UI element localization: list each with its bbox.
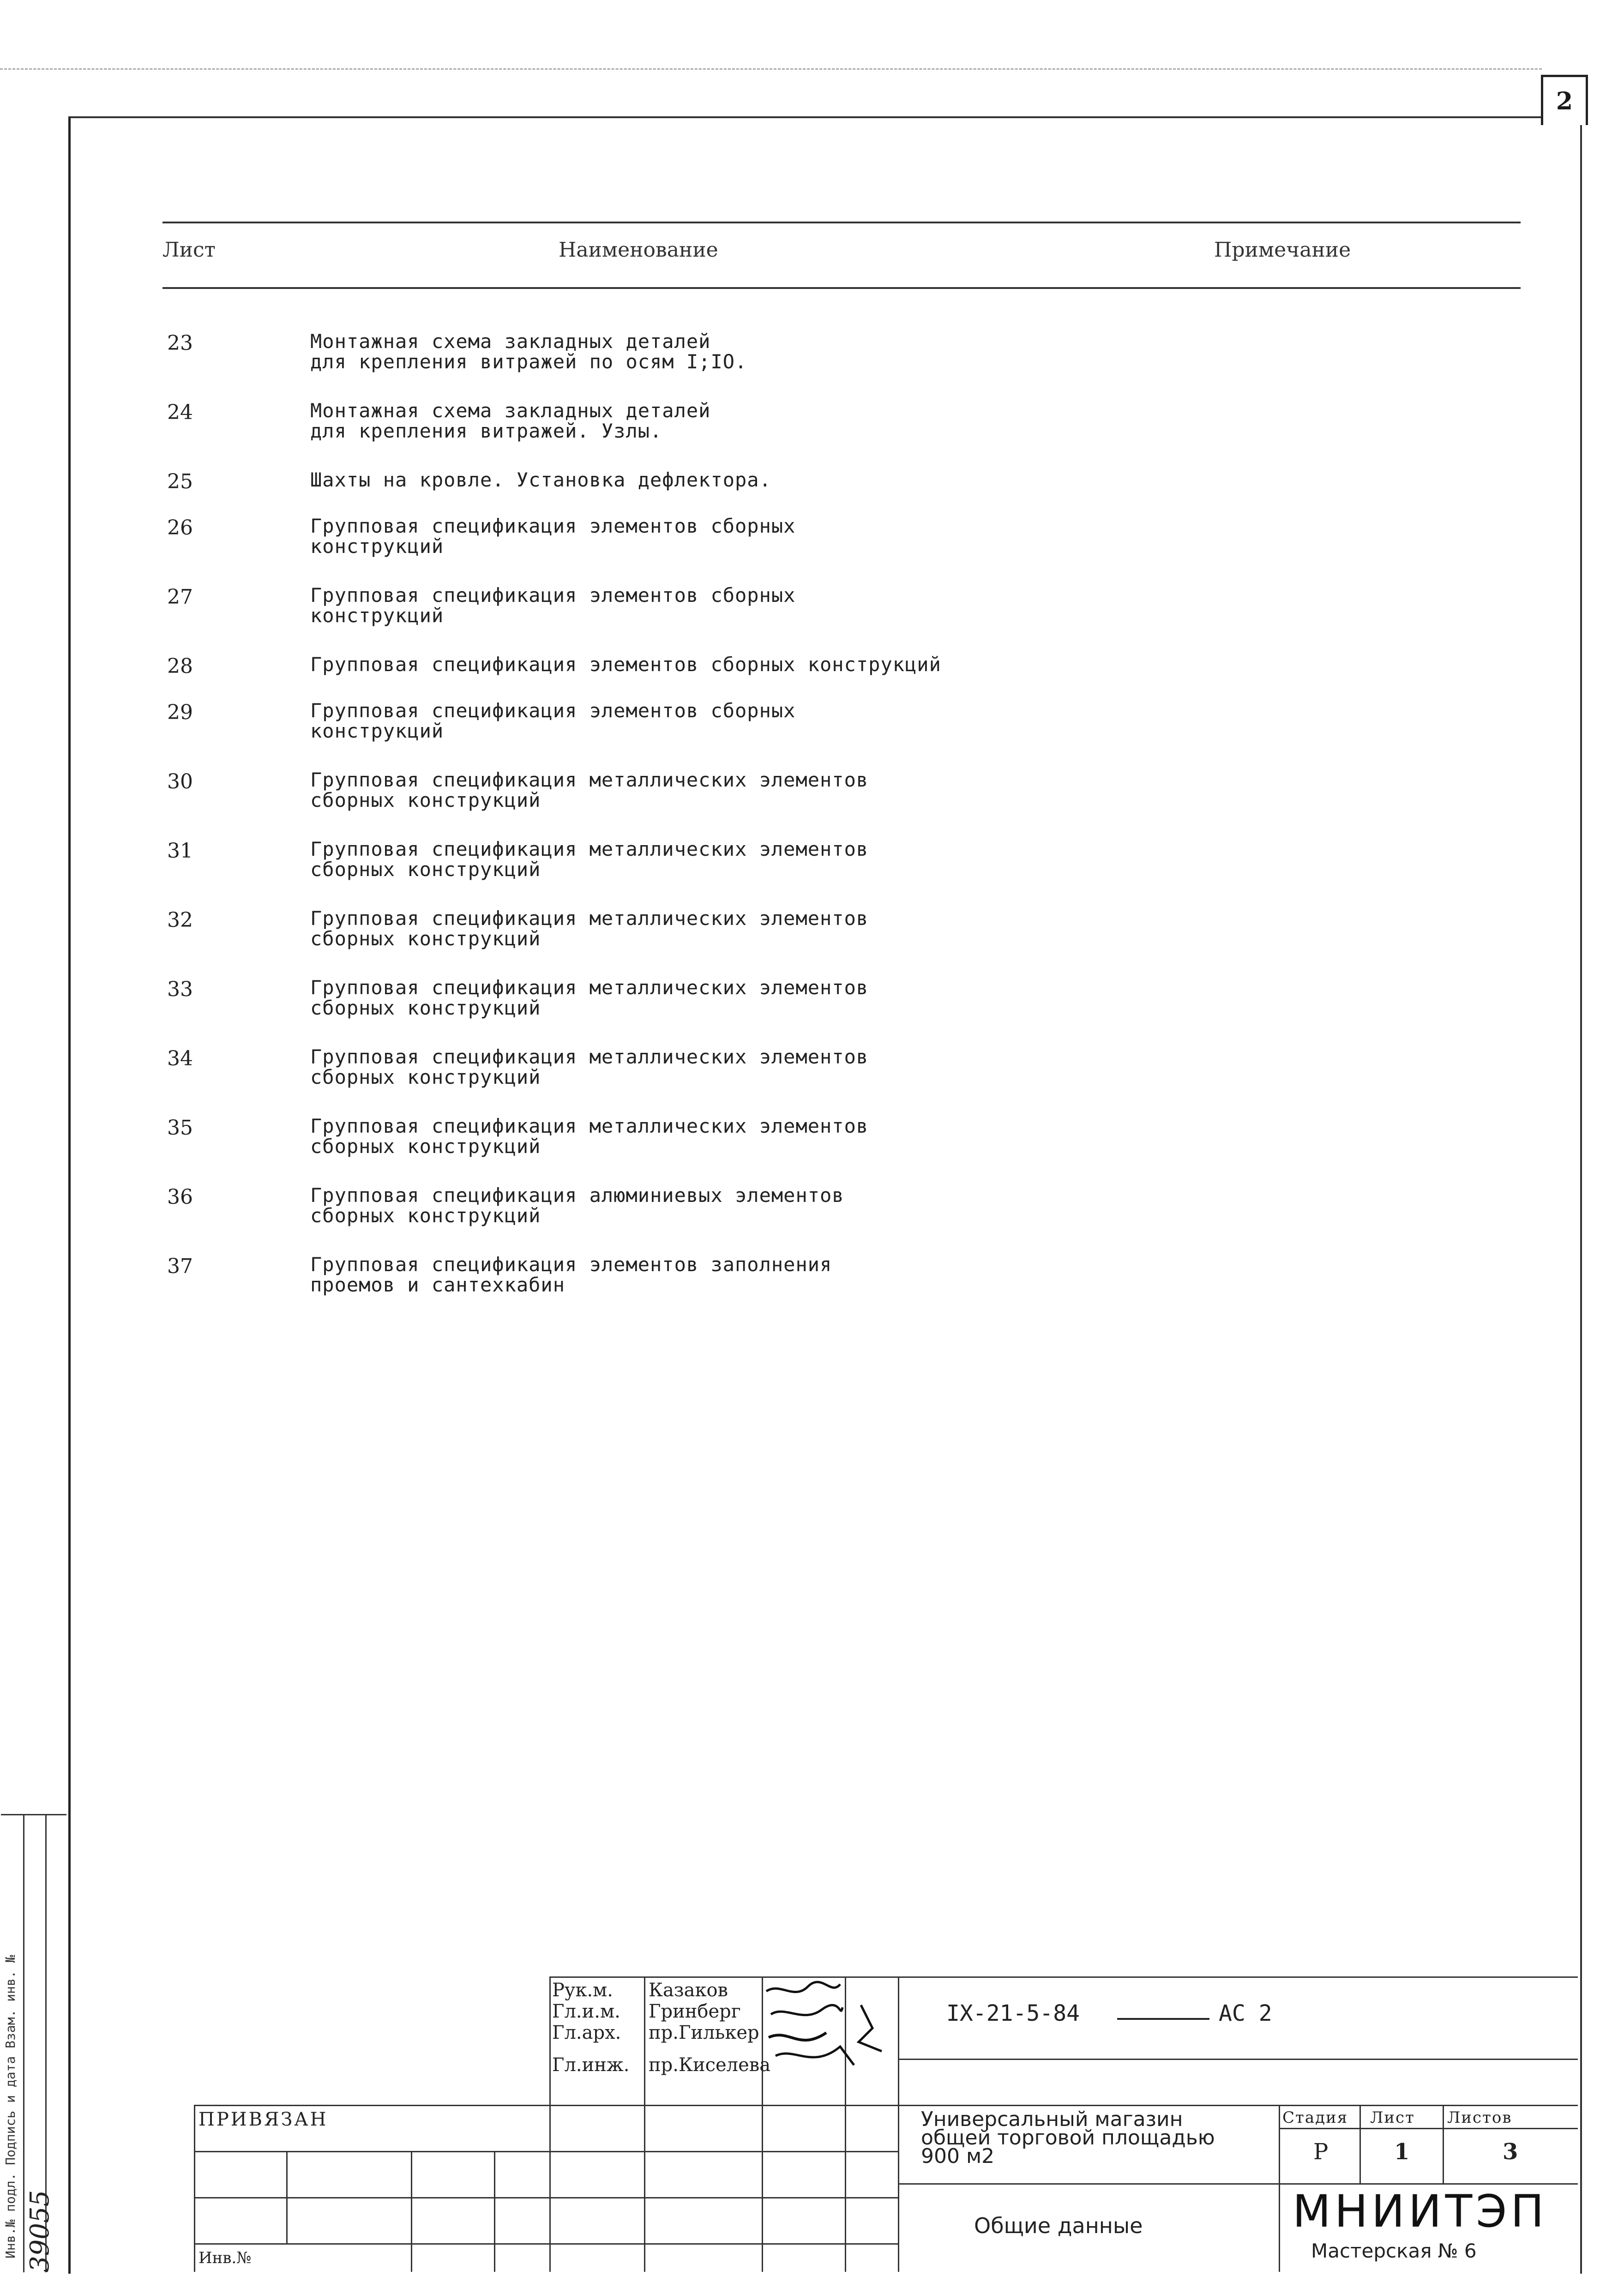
- sheets-value: 3: [1503, 2139, 1518, 2165]
- sheet-description: Монтажная схема закладных деталей для крепления витражей. Узлы.: [310, 399, 711, 442]
- signatory-role: Гл.арх.: [552, 2022, 621, 2043]
- sheet-number: 24: [167, 401, 193, 424]
- sheets-label: Листов: [1447, 2108, 1512, 2127]
- header-note: Примечание: [1214, 238, 1351, 262]
- project-title: Универсальный магазин общей торговой площадью 900 м2: [921, 2108, 1215, 2168]
- page-number: 2: [1541, 75, 1588, 125]
- sheet-description: Групповая спецификация алюминиевых элементов сборных конструкций: [310, 1184, 844, 1227]
- sheet-description: Групповая спецификация металлических элементов сборных конструкций: [310, 769, 869, 811]
- stage-label: Стадия: [1282, 2108, 1348, 2127]
- sheet-number: 36: [167, 1185, 193, 1209]
- sheet-number: 27: [167, 585, 193, 609]
- sheet-description: Монтажная схема закладных деталей для крепления витражей по осям I;IO.: [310, 330, 747, 373]
- organization-name: МНИИТЭП: [1293, 2186, 1548, 2237]
- top-trim-line: [0, 68, 1542, 70]
- sheet-number: 29: [167, 701, 193, 724]
- signatory-name: пр.Киселева: [649, 2054, 771, 2076]
- side-stamp: [1, 1814, 66, 2277]
- side-stamp-label: Инв.№ подл. Подпись и дата Взам. инв. №: [3, 1955, 18, 2258]
- inv-no-label: Инв.№: [198, 2249, 252, 2267]
- sheet-description: Групповая спецификация металлических элементов сборных конструкций: [310, 1115, 869, 1158]
- header-name: Наименование: [559, 238, 718, 262]
- sheet-description: Групповая спецификация металлических элементов сборных конструкций: [310, 838, 869, 881]
- signatory-name: пр.Гилькер: [649, 2022, 759, 2043]
- privyazan-label: ПРИВЯЗАН: [198, 2109, 328, 2130]
- workshop-label: Мастерская № 6: [1311, 2240, 1477, 2262]
- signatory-name: Гринберг: [649, 2001, 741, 2022]
- signature-marks: [762, 1977, 900, 2102]
- sheet-description: Групповая спецификация металлических элементов сборных конструкций: [310, 976, 869, 1019]
- sheet-value: 1: [1394, 2139, 1410, 2165]
- sheet-number: 33: [167, 978, 193, 1001]
- sheet-description: Групповая спецификация элементов сборных конструкций: [310, 515, 796, 558]
- header-top-rule: [162, 222, 1521, 223]
- sheet-number: 31: [167, 839, 193, 863]
- header-bottom-rule: [162, 287, 1521, 289]
- sheet-description: Групповая спецификация элементов заполнения проемов и сантехкабин: [310, 1253, 832, 1296]
- sheet-description: Групповая спецификация элементов сборных конструкций: [310, 653, 941, 676]
- header-sheet: Лист: [162, 238, 216, 262]
- sheet-number: 25: [167, 470, 193, 493]
- signatory-role: Гл.инж.: [552, 2054, 630, 2076]
- signatory-role: Рук.м.: [552, 1980, 613, 2001]
- code-dash: [1117, 2018, 1209, 2020]
- sheet-label: Лист: [1370, 2108, 1415, 2127]
- sheet-title: Общие данные: [974, 2213, 1143, 2238]
- sheet-number: 35: [167, 1116, 193, 1140]
- sheet-number: 34: [167, 1047, 193, 1070]
- sheet-description: Групповая спецификация элементов сборных конструкций: [310, 584, 796, 627]
- stage-value: Р: [1313, 2139, 1329, 2165]
- sheet-number: 28: [167, 655, 193, 678]
- sheet-number: 26: [167, 516, 193, 540]
- sheet-description: Групповая спецификация металлических элементов сборных конструкций: [310, 907, 869, 950]
- sheet-number: 30: [167, 770, 193, 793]
- side-stamp-inv-value: 39055: [25, 2190, 55, 2272]
- sheet-description: Шахты на кровле. Установка дефлектора.: [310, 468, 771, 491]
- sheet-number: 23: [167, 331, 193, 355]
- signatory-role: Гл.и.м.: [552, 2001, 620, 2022]
- sheet-description: Групповая спецификация элементов сборных конструкций: [310, 699, 796, 742]
- sheet-description: Групповая спецификация металлических элементов сборных конструкций: [310, 1045, 869, 1088]
- document-code: IX-21-5-84: [946, 2000, 1080, 2026]
- sheet-number: 32: [167, 908, 193, 932]
- sheet-number: 37: [167, 1255, 193, 1278]
- sheet-mark: АС 2: [1219, 2000, 1272, 2026]
- signatory-name: Казаков: [649, 1980, 728, 2001]
